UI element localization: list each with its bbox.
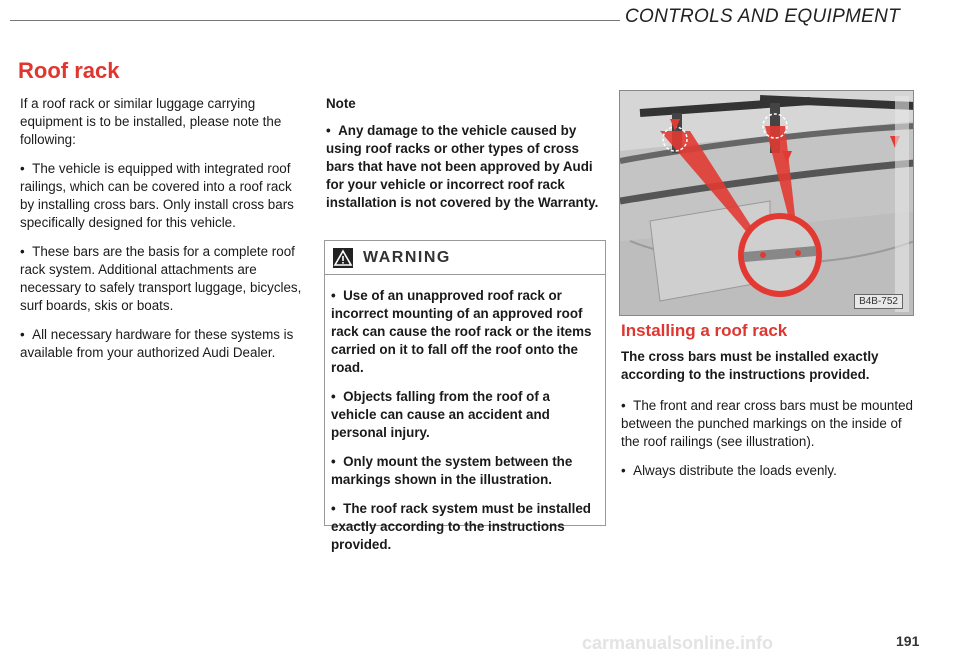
- warning-box: [324, 240, 606, 552]
- note-column: [326, 95, 604, 223]
- bullet-system: • These bars are the basis for a complete roof rack system. Additional attachments are necessary to safely transport luggage, bicycles, surf boards, skis or boats.: [20, 243, 308, 315]
- bullet-railings: • The vehicle is equipped with integrated roof railings, which can be covered into a roof rack by installing cross bars. Only install cross bars specifically designed for this vehicle.: [20, 160, 308, 232]
- page-heading: Roof rack: [18, 58, 120, 83]
- section-title: CONTROLS AND EQUIPMENT: [625, 6, 901, 27]
- header-rule: [10, 20, 620, 21]
- warning-triangle-icon: [333, 248, 353, 268]
- warning-item: • The roof rack system must be installed exactly according to the instructions provided.: [331, 500, 599, 554]
- warning-body: [325, 275, 605, 554]
- warning-item: • Objects falling from the roof of a vehicle can cause an accident and personal injury.: [331, 388, 599, 442]
- installing-intro: The cross bars must be installed exactly according to the instructions provided.: [621, 349, 879, 382]
- installing-column: [621, 348, 913, 491]
- intro-paragraph: If a roof rack or similar luggage carrying equipment is to be installed, please note the following:: [20, 96, 282, 147]
- installing-item: • The front and rear cross bars must be mounted between the punched markings on the inside of the roof railings (see illustration).: [621, 397, 913, 451]
- installing-heading: Installing a roof rack: [621, 321, 788, 340]
- watermark: carmanualsonline.info: [582, 633, 774, 653]
- roof-rack-drawing: [620, 91, 914, 316]
- roof-rack-illustration: [619, 90, 914, 316]
- note-text: • Any damage to the vehicle caused by using roof racks or other types of cross bars that have not been approved by Audi for your vehicle or incorrect roof rack installation is not covered by the Warranty.: [326, 122, 604, 212]
- installing-item: • Always distribute the loads evenly.: [621, 462, 913, 480]
- left-column: [20, 95, 308, 373]
- page-number: 191: [896, 633, 920, 649]
- warning-item: • Only mount the system between the markings shown in the illustration.: [331, 453, 599, 489]
- warning-header: [325, 241, 605, 275]
- figure-label: B4B-752: [854, 294, 903, 309]
- note-title: Note: [326, 96, 356, 111]
- warning-title: WARNING: [363, 249, 451, 266]
- bullet-hardware: • All necessary hardware for these systems is available from your authorized Audi Dealer.: [20, 326, 308, 362]
- warning-item: • Use of an unapproved roof rack or incorrect mounting of an approved roof rack can cause the roof rack or the items carried on it to fall off the roof onto the road.: [331, 287, 599, 377]
